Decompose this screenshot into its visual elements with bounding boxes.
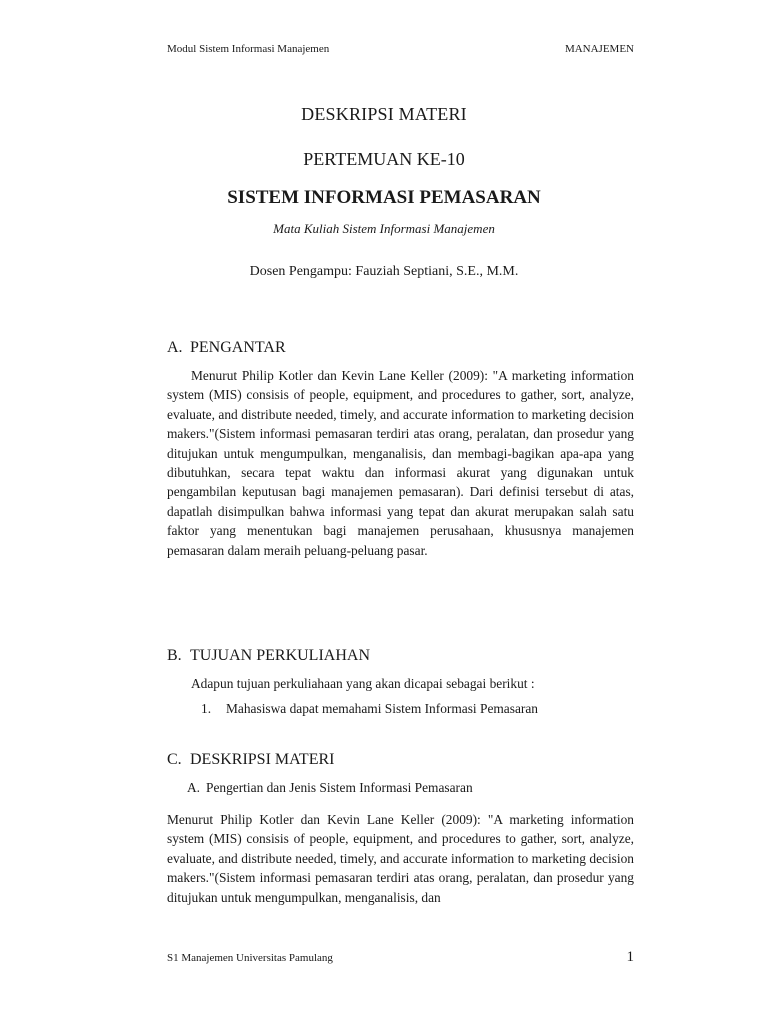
list-item (201, 701, 538, 717)
lecturer-line: Dosen Pengampu: Fauziah Septiani, S.E., M.M. (249, 264, 519, 279)
list-item-number: 1. (201, 701, 212, 716)
section-c-title: DESKRIPSI MATERI (190, 751, 335, 768)
section-a-title: PENGANTAR (190, 339, 286, 356)
section-b-letter: B. (167, 647, 182, 664)
section-c-letter: C. (167, 751, 182, 768)
section-a-letter: A. (167, 339, 183, 356)
footer-left-text: S1 Manajemen Universitas Pamulang (167, 952, 333, 964)
subsection-title: Pengertian dan Jenis Sistem Informasi Pemasaran (206, 780, 473, 795)
subsection-letter: A. (187, 780, 201, 795)
section-b-title: TUJUAN PERKULIAHAN (190, 647, 370, 664)
list-item-text: Mahasiswa dapat memahami Sistem Informasi Pemasaran (226, 701, 538, 716)
section-c-heading (167, 751, 334, 769)
meeting-number: PERTEMUAN KE-10 (303, 149, 465, 169)
page-number: 1 (626, 949, 634, 965)
topic-title: SISTEM INFORMASI PEMASARAN (227, 187, 541, 208)
section-a-heading (167, 339, 286, 357)
section-b-heading (167, 647, 370, 665)
header-right-text: MANAJEMEN (564, 43, 634, 55)
document-title: DESKRIPSI MATERI (301, 104, 467, 124)
subsection-heading (187, 780, 473, 796)
section-c-paragraph: Menurut Philip Kotler dan Kevin Lane Keller (2009): "A marketing information system (MIS) consisis of people, equipment, and procedures to gather, sort, analyze, evaluate, and distribute needed, timely, and accurate information to marketing decision makers."(Sistem informasi pemasaran terdiri atas orang, peralatan, dan prosedur yang ditujukan untuk mengumpulkan, menganalisis, dan (167, 812, 634, 905)
section-a-paragraph: Menurut Philip Kotler dan Kevin Lane Keller (2009): "A marketing information system (MIS) consisis of people, equipment, and procedures to gather, sort, analyze, evaluate, and distribute needed, timely, and accurate information to marketing decision makers."(Sistem informasi pemasaran terdiri atas orang, peralatan, dan prosedur yang ditujukan untuk mengumpulkan, menganalisis, dan membagi-bagikan apa-apa yang dibutuhkan, secara tepat waktu dan informasi akurat yang digunakan untuk pengambilan keputusan bagi manajemen pemasaran). Dari definisi tersebut di atas, dapatlah disimpulkan bahwa informasi yang tepat dan akurat merupakan salah satu faktor yang menentukan bagi manajemen perusahaan, khususnya manajemen pemasaran dalam meraih peluang-peluang pasar. (167, 368, 634, 558)
header-left-text: Modul Sistem Informasi Manajemen (167, 43, 330, 55)
section-b-intro: Adapun tujuan perkuliahaan yang akan dicapai sebagai berikut : (191, 676, 535, 691)
course-subtitle: Mata Kuliah Sistem Informasi Manajemen (273, 221, 495, 236)
